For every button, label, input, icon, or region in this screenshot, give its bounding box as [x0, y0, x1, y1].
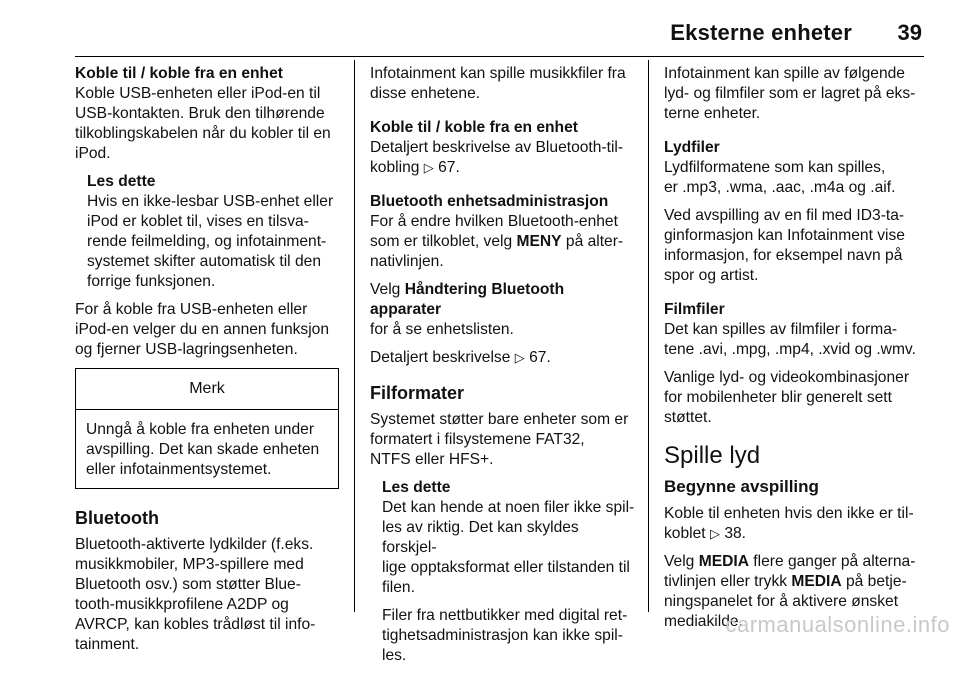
keyword-handtering: Håndtering Bluetooth apparater: [370, 281, 565, 318]
ref-triangle-icon: ▷: [709, 526, 720, 541]
keyword-media: MEDIA: [791, 573, 842, 590]
paragraph-detail-ref: Detaljert beskrivelse ▷ 67.: [370, 349, 551, 366]
paragraph-intro: Infotainment kan spille av følgende lyd- og filmfiler som er lagret på eks- terne enheter.: [664, 65, 916, 122]
watermark: carmanualsonline.info: [725, 612, 950, 637]
heading-lydfiler: Lydfiler: [664, 139, 720, 156]
paragraph-lydfiler: Lydfilformatene som kan spilles, er .mp3, .wma, .aac, .m4a og .aif.: [664, 159, 896, 196]
keyword-meny: MENY: [516, 233, 562, 250]
paragraph-velg: Velg Håndtering Bluetooth apparater for å se enhetslisten.: [370, 281, 565, 338]
keyword-media: MEDIA: [698, 553, 749, 570]
note-title: Les dette: [382, 479, 451, 496]
merk-box: [75, 368, 339, 489]
page-ref[interactable]: 67.: [529, 349, 551, 366]
paragraph-disconnect: For å koble fra USB-enheten eller iPod-en velger du en annen funksjon og fjerner USB-lagringsenheten.: [75, 301, 330, 358]
heading-filmfiler: Filmfiler: [664, 301, 725, 318]
paragraph-connect-ref: Detaljert beskrivelse av Bluetooth-til- kobling ▷ 67.: [370, 139, 624, 176]
paragraph-media: Velg MEDIA flere ganger på alterna- tivlinjen eller trykk MEDIA på betje- ningspanelet for å aktivere ønsket mediakilde.: [664, 553, 916, 630]
page-number: 39: [897, 20, 922, 45]
heading-connect: Koble til / koble fra en enhet: [370, 119, 578, 136]
heading-filformater: Filformater: [370, 383, 465, 403]
heading-connect: Koble til / koble fra en enhet: [75, 65, 283, 82]
heading-bluetooth: Bluetooth: [75, 508, 159, 528]
merk-text: Unngå å koble fra enheten under avspilling. Det kan skade enheten eller infotainmentsystemet.: [86, 421, 320, 478]
column-divider: [354, 60, 355, 612]
note-title: Les dette: [87, 173, 156, 190]
column-middle: [370, 64, 635, 674]
heading-admin: Bluetooth enhetsadministrasjon: [370, 193, 609, 210]
paragraph-admin: For å endre hvilken Bluetooth-enhet som er tilkoblet, velg MENY på alter- nativlinjen.: [370, 213, 624, 270]
paragraph-filformater: Systemet støtter bare enheter som er formatert i filsystemene FAT32, NTFS eller HFS+.: [370, 411, 629, 468]
header-rule: [75, 56, 924, 57]
heading-spille-lyd: Spille lyd: [664, 442, 761, 469]
paragraph-filmfiler: Det kan spilles av filmfiler i forma- tene .avi, .mpg, .mp4, .xvid og .wmv.: [664, 321, 916, 358]
heading-begynne: Begynne avspilling: [664, 477, 819, 496]
page-ref[interactable]: 38.: [724, 525, 746, 542]
page-title: Eksterne enheter: [670, 20, 852, 45]
ref-triangle-icon: ▷: [514, 350, 525, 365]
column-divider: [648, 60, 649, 612]
paragraph-vanlige: Vanlige lyd- og videokombinasjoner for mobilenheter blir generelt sett støttet.: [664, 369, 910, 426]
note-text: Det kan hende at noen filer ikke spil- les av riktig. Det kan skyldes forskjel- lige opptaksformat eller tilstanden til filen.: [382, 499, 635, 596]
paragraph-bluetooth: Bluetooth-aktiverte lydkilder (f.eks. musikkmobiler, MP3-spillere med Bluetooth osv.) som støtter Blue- tooth-musikkprofilene A2DP og AVRCP, kan kobles trådløst til info- tainment.: [75, 536, 316, 653]
paragraph-koble-ref: Koble til enheten hvis den ikke er til- koblet ▷ 38.: [664, 505, 914, 542]
merk-title: Merk: [76, 369, 338, 410]
note-block: [75, 172, 345, 292]
note-block: [370, 478, 635, 666]
paragraph-connect: Koble USB-enheten eller iPod-en til USB-kontakten. Bruk den tilhørende tilkoblingskabelen når du kobler til en iPod.: [75, 85, 331, 162]
note-text: Hvis en ikke-lesbar USB-enhet eller iPod er koblet til, vises en tilsva- rende feilmelding, og infotainment- systemet skifter automatisk til den forrige funksjonen.: [87, 193, 334, 290]
paragraph-id3: Ved avspilling av en fil med ID3-ta- ginformasjon kan Infotainment vise informasjon, for eksempel navn på spor og artist.: [664, 207, 905, 284]
ref-triangle-icon: ▷: [423, 160, 434, 175]
column-left: [75, 64, 345, 663]
page-header: [0, 0, 960, 58]
column-right: [664, 64, 929, 640]
paragraph-intro: Infotainment kan spille musikkfiler fra disse enhetene.: [370, 65, 626, 102]
note-text-2: Filer fra nettbutikker med digital ret- tighetsadministrasjon kan ikke spil- les.: [382, 607, 628, 664]
page-ref[interactable]: 67.: [438, 159, 460, 176]
